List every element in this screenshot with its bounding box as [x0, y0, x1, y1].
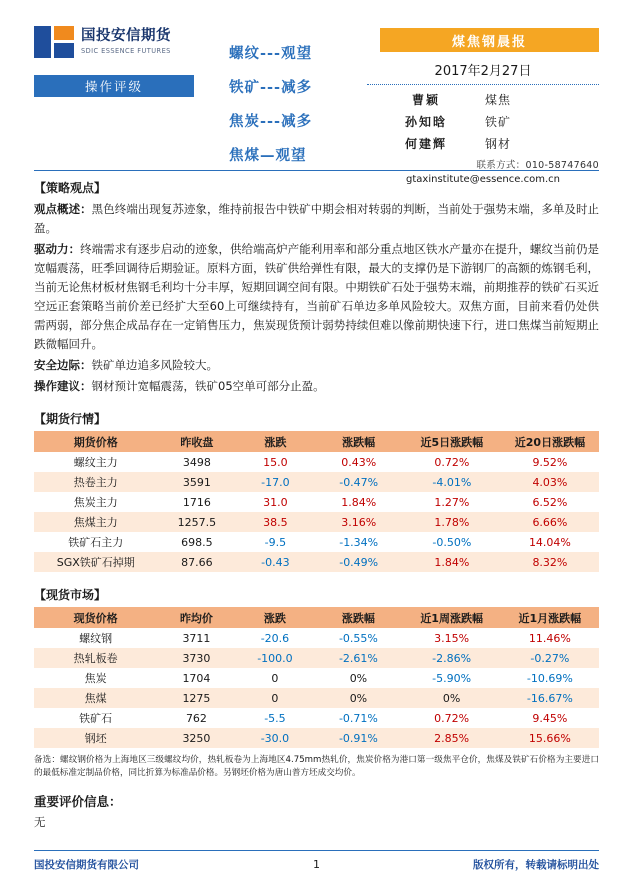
cell-20d: 14.04%: [528, 535, 571, 549]
logo-company-name-en: SDIC ESSENCE FUTURES: [81, 46, 171, 55]
analyst-row: [367, 113, 599, 130]
analyst-name: 曹颖: [411, 93, 440, 107]
analyst-row: [367, 91, 599, 108]
header-left: [34, 26, 229, 97]
col-1w: 近1周涨跌幅: [403, 607, 501, 628]
cell-1w: 2.85%: [434, 731, 470, 745]
cell-avg: 762: [185, 711, 207, 725]
col-name: 现货价格: [34, 607, 157, 628]
cell-5d: -4.01%: [432, 475, 472, 489]
cell-avg: 1704: [182, 671, 211, 685]
col-5d: 近5日涨跌幅: [403, 431, 501, 452]
cell-close: 3591: [182, 475, 211, 489]
cell-1w: -2.86%: [432, 651, 472, 665]
cell-change: 38.5: [263, 515, 288, 529]
spot-table-body: [34, 628, 599, 748]
analyst-sector: 钢材: [485, 137, 512, 151]
cell-change: -9.5: [264, 535, 287, 549]
contact-email[interactable]: gtaxinstitute@essence.com.cn: [406, 174, 560, 185]
strategy-margin: [34, 356, 599, 375]
company-logo: [34, 26, 229, 58]
table-row: [34, 472, 599, 492]
cell-1w: -5.90%: [432, 671, 472, 685]
cell-avg: 3711: [182, 631, 211, 645]
cell-name: 热卷主力: [73, 476, 118, 489]
cell-name: 螺纹钢: [79, 632, 113, 645]
cell-5d: 1.84%: [434, 555, 470, 569]
strategy-overview-label: 观点概述：: [34, 202, 92, 216]
cell-change-pct: -0.55%: [338, 631, 378, 645]
cell-change-pct: -0.91%: [338, 731, 378, 745]
cell-change: -20.6: [260, 631, 290, 645]
cell-change: -100.0: [257, 651, 293, 665]
col-change: 涨跌: [236, 431, 314, 452]
cell-1m: -0.27%: [530, 651, 570, 665]
cell-change: -30.0: [260, 731, 290, 745]
cell-change-pct: 3.16%: [341, 515, 377, 529]
cell-20d: 9.52%: [532, 455, 568, 469]
cell-change: -17.0: [261, 475, 290, 489]
table-row: [34, 688, 599, 708]
strategy-driver-text: 终端需求有逐步启动的迹象，供给端高炉产能利用率和部分重点地区铁水产量亦在提升，螺纹当前仍是宽幅震荡，旺季回调待后期验证。原料方面，铁矿供给弹性有限，最大的支撑仍是下游钢厂的高额的炼钢毛利，当前无论焦材板材焦钢毛利均十分丰厚，短期回调空间有限。中期铁矿石处于强势末端，前期推荐的铁矿石买近空远正套策略当前价差已经扩大至60上可继续持有，当前矿石单边多单风险较大。双焦方面，目前来看仍处供需两弱，部分焦企成品存在一定销售压力，焦炭现货预计弱势持续但难以像前期快速下行，进口焦煤当前短期止跌微幅回升。: [34, 242, 599, 351]
strategy-overview-text: 黑色终端出现复苏迹象，维持前报告中铁矿中期会相对转弱的判断，当前处于强势末端，多单及时止盈。: [34, 202, 599, 235]
cell-1m: -10.69%: [526, 671, 573, 685]
report-title: 煤焦钢晨报: [380, 28, 599, 52]
important-info-title: 重要评价信息：: [34, 794, 122, 809]
report-date: 2017年2月27日: [434, 64, 532, 79]
cell-change-pct: -0.71%: [338, 711, 378, 725]
col-avg: 昨均价: [157, 607, 235, 628]
cell-5d: -0.50%: [432, 535, 472, 549]
cell-1w: 3.15%: [434, 631, 470, 645]
table-row: [34, 452, 599, 472]
cell-1w: 0%: [442, 691, 461, 705]
cell-name: 热轧板卷: [73, 652, 118, 665]
cell-5d: 0.72%: [434, 455, 470, 469]
cell-1m: -16.67%: [526, 691, 573, 705]
footer-copyright: 版权所有，转载请标明出处: [473, 859, 599, 871]
col-name: 期货价格: [34, 431, 158, 452]
cell-name: 铁矿石: [79, 712, 113, 725]
analyst-row: [367, 135, 599, 152]
footer-page-number: 1: [313, 858, 320, 871]
cell-name: 焦煤: [84, 692, 107, 705]
analyst-name: 何建辉: [404, 137, 447, 151]
table-header-row: [34, 607, 599, 628]
strategy-advice-label: 操作建议：: [34, 379, 92, 393]
strategy-margin-label: 安全边际：: [34, 358, 92, 372]
cell-5d: 1.27%: [434, 495, 470, 509]
cell-change: 0: [271, 691, 279, 705]
futures-table: [34, 431, 599, 572]
logo-text: [81, 29, 171, 54]
table-row: [34, 668, 599, 688]
cell-change: 15.0: [263, 455, 288, 469]
col-change-pct: 涨跌幅: [315, 431, 403, 452]
rating-list: [229, 26, 367, 178]
cell-close: 3498: [182, 455, 211, 469]
table-row: [34, 648, 599, 668]
cell-name: 焦炭主力: [73, 496, 118, 509]
cell-change-pct: -1.34%: [339, 535, 379, 549]
cell-1m: 15.66%: [528, 731, 571, 745]
cell-avg: 3250: [182, 731, 211, 745]
cell-change: -5.5: [264, 711, 286, 725]
table-note: 备选：螺纹钢价格为上海地区三级螺纹均价，热轧板卷为上海地区4.75mm热轧价，焦炭价格为港口第一级焦平仓价，焦煤及铁矿石价格为主要进口的最低标准定制品价格，同比折算为标准品价格。另钢坯价格为唐山普方坯成交均价。: [34, 755, 599, 778]
table-row: [34, 728, 599, 748]
report-header: [34, 0, 599, 185]
strategy-driver-label: 驱动力：: [34, 242, 81, 256]
cell-name: 焦炭: [84, 672, 107, 685]
rating-item-iron-ore: 铁矿---减多: [229, 80, 313, 96]
strategy-advice: [34, 377, 599, 396]
cell-20d: 6.52%: [532, 495, 568, 509]
rating-item-coking-coal: 焦煤—观望: [229, 148, 307, 164]
report-footer: [0, 850, 633, 896]
footer-divider: [34, 850, 599, 851]
cell-change: -0.43: [261, 555, 290, 569]
cell-change-pct: 0%: [349, 671, 368, 685]
futures-table-title: 【期货行情】: [34, 412, 107, 426]
cell-change-pct: 0%: [349, 691, 368, 705]
analyst-name: 孙知晗: [404, 115, 447, 129]
table-row: [34, 492, 599, 512]
cell-change: 31.0: [263, 495, 288, 509]
col-close: 昨收盘: [158, 431, 237, 452]
contact-phone: 联系方式：010-58747640: [476, 160, 599, 171]
strategy-heading: 【策略观点】: [34, 181, 107, 195]
spot-table-title: 【现货市场】: [34, 588, 107, 602]
table-row: [34, 512, 599, 532]
cell-name: 螺纹主力: [73, 456, 118, 469]
rating-item-rebar: 螺纹---观望: [229, 46, 313, 62]
strategy-overview: [34, 200, 599, 238]
strategy-margin-text: 铁矿单边追多风险较大。: [91, 358, 218, 372]
col-1m: 近1月涨跌幅: [501, 607, 599, 628]
cell-close: 698.5: [181, 535, 213, 549]
strategy-advice-text: 钢材预计宽幅震荡，铁矿05空单可部分止盈。: [91, 379, 325, 393]
logo-company-name-cn: 国投安信期货: [81, 28, 171, 45]
cell-name: SGX铁矿石掉期: [56, 556, 135, 569]
table-row: [34, 628, 599, 648]
strategy-driver: [34, 240, 599, 354]
cell-close: 1257.5: [177, 515, 217, 529]
cell-1m: 11.46%: [528, 631, 571, 645]
table-header-row: [34, 431, 599, 452]
cell-close: 1716: [182, 495, 211, 509]
col-change: 涨跌: [236, 607, 315, 628]
header-right: [367, 26, 599, 185]
cell-20d: 6.66%: [532, 515, 568, 529]
cell-change-pct: -0.49%: [339, 555, 379, 569]
rating-button[interactable]: 操作评级: [34, 75, 194, 97]
table-row: [34, 708, 599, 728]
cell-name: 铁矿石主力: [68, 536, 124, 549]
col-20d: 近20日涨跌幅: [501, 431, 599, 452]
cell-name: 焦煤主力: [73, 516, 118, 529]
analyst-sector: 铁矿: [485, 115, 512, 129]
cell-avg: 1275: [182, 691, 211, 705]
analyst-sector: 煤焦: [485, 93, 512, 107]
cell-change-pct: 0.43%: [341, 455, 377, 469]
cell-change-pct: -2.61%: [338, 651, 378, 665]
logo-mark-icon: [34, 26, 74, 58]
cell-20d: 4.03%: [532, 475, 568, 489]
cell-20d: 8.32%: [532, 555, 568, 569]
cell-close: 87.66: [181, 555, 213, 569]
col-change-pct: 涨跌幅: [314, 607, 402, 628]
futures-table-body: [34, 452, 599, 572]
rating-item-coke: 焦炭---减多: [229, 114, 313, 130]
cell-1w: 0.72%: [434, 711, 470, 725]
cell-name: 钢坯: [84, 732, 107, 745]
cell-1m: 9.45%: [532, 711, 568, 725]
footer-company: 国投安信期货有限公司: [34, 859, 139, 871]
cell-change-pct: 1.84%: [341, 495, 377, 509]
spot-table: [34, 607, 599, 748]
important-info-body: 无: [34, 815, 46, 829]
cell-avg: 3730: [182, 651, 211, 665]
cell-5d: 1.78%: [434, 515, 470, 529]
cell-change: 0: [271, 671, 279, 685]
table-row: [34, 552, 599, 572]
dotted-divider: [367, 83, 599, 85]
cell-change-pct: -0.47%: [339, 475, 379, 489]
analyst-list: [367, 91, 599, 152]
table-row: [34, 532, 599, 552]
